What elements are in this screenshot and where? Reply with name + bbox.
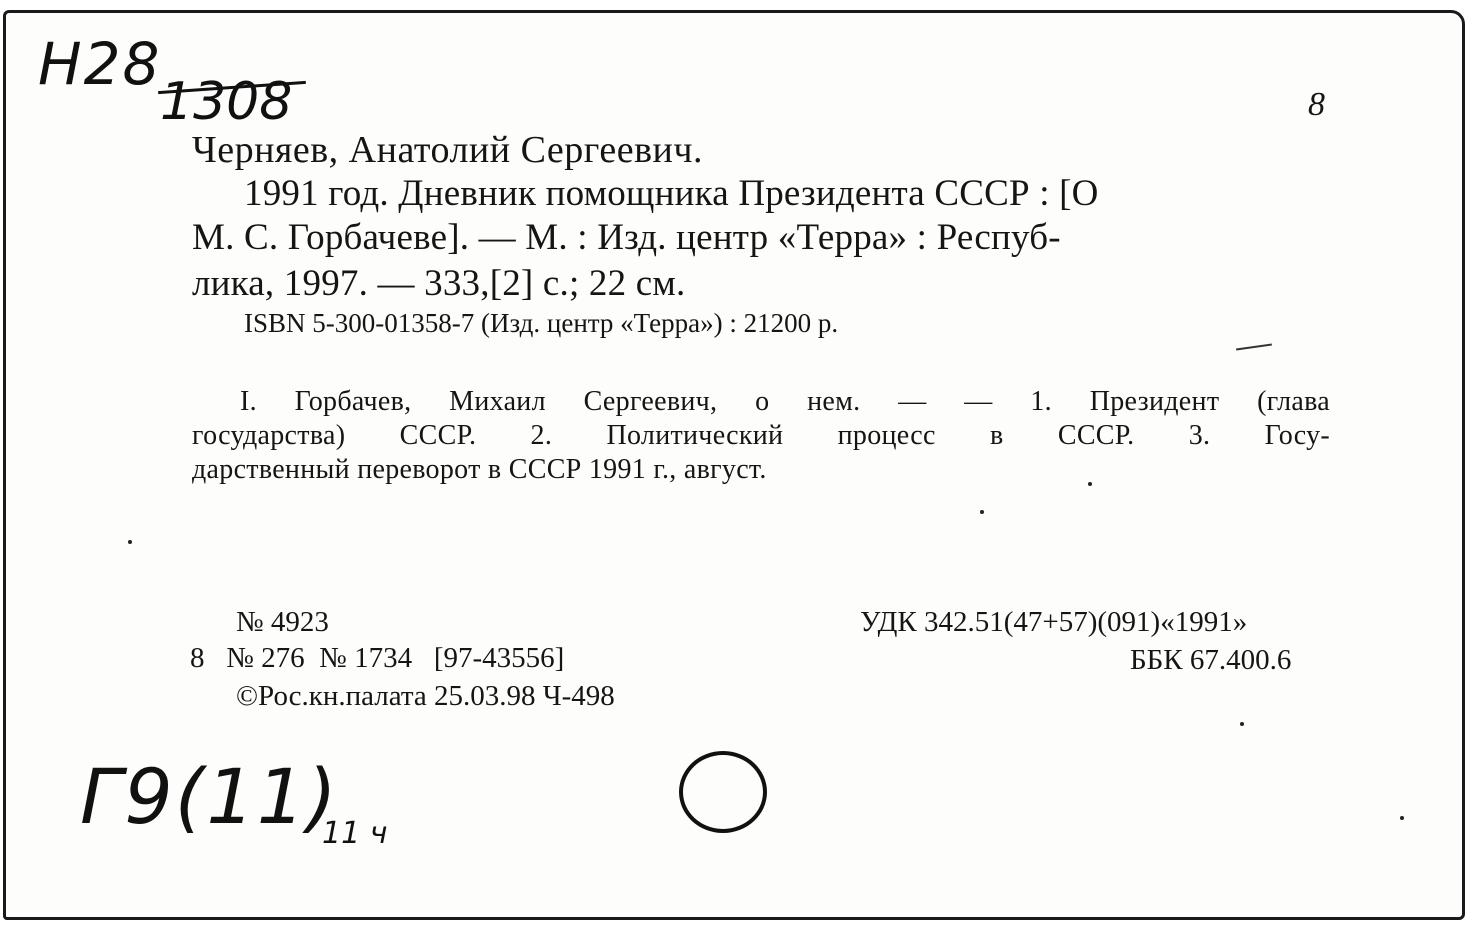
udk-code: УДК 342.51(47+57)(091)«1991» [860, 606, 1248, 638]
shelfmark-bottom: 1308 [160, 72, 293, 132]
handwritten-date-note-sub: 11 ч [322, 816, 388, 851]
bbk-code: ББК 67.400.6 [1130, 644, 1292, 676]
ink-speck [128, 540, 132, 544]
ink-speck [1088, 482, 1092, 486]
footer-line-3: ©Рос.кн.палата 25.03.98 Ч-498 [236, 680, 615, 712]
subject-line-1 [240, 386, 1330, 418]
title-line-2: М. С. Горбачеве]. — М. : Изд. центр «Терра» : Респуб- [192, 217, 1061, 258]
ink-speck [1400, 816, 1404, 820]
isbn-line: ISBN 5-300-01358-7 (Изд. центр «Терра») : 21200 р. [244, 308, 839, 338]
author-heading: Черняев, Анатолий Сергеевич. [192, 129, 703, 171]
title-line-3: лика, 1997. — 333,[2] с.; 22 см. [192, 263, 686, 304]
handwritten-shelfmark [30, 28, 320, 132]
card-number: 8 [1308, 86, 1325, 123]
footer-line-1: № 4923 [236, 606, 329, 638]
handwritten-date-note: Г9(11) [80, 752, 339, 841]
subject-line-2-text: государства) СССР. 2. Политический процесс в СССР. 3. Госу- [192, 420, 1330, 451]
footer-line-2: 8 № 276 № 1734 [97-43556] [190, 642, 565, 674]
shelfmark-top: Н28 [38, 30, 162, 98]
subject-line-2 [192, 420, 1330, 452]
title-line-1: 1991 год. Дневник помощника Президента СССР : [О [244, 173, 1099, 214]
ink-speck [1240, 722, 1244, 726]
subject-line-3: дарственный переворот в СССР 1991 г., август. [192, 454, 767, 485]
subject-line-1-text: I. Горбачев, Михаил Сергеевич, о нем. — — 1. Президент (глава [240, 386, 1330, 417]
ink-speck [980, 510, 984, 514]
stamp-circle [679, 751, 767, 833]
